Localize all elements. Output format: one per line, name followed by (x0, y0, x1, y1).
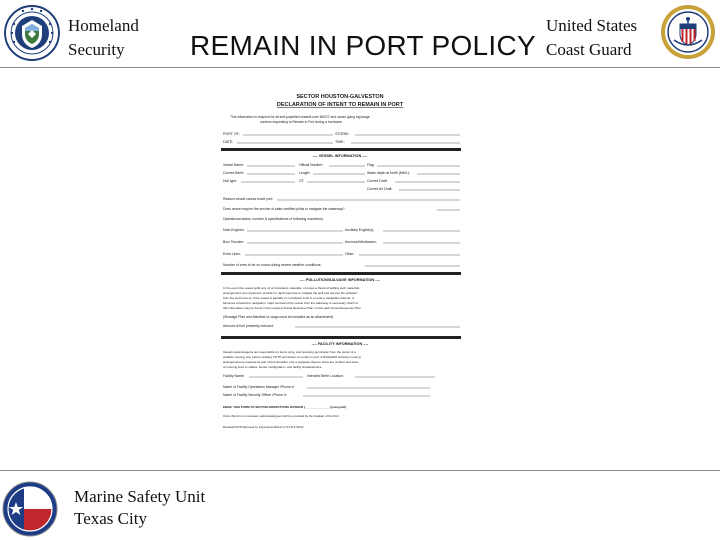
form-gt: GT: (299, 179, 305, 183)
header-service-line2: Coast Guard (546, 40, 632, 59)
form-storm-label: STORM: (335, 132, 349, 136)
header-divider (0, 67, 720, 68)
form-reason: Reason vessel cannot leave port: (223, 197, 274, 201)
form-section-vessel: ---- VESSEL INFORMATION ---- (312, 154, 368, 158)
form-anchors: Anchors/Windlasses: (345, 240, 377, 244)
form-extra-lines: Extra Lines: (223, 252, 241, 256)
form-hull-type: Hull type: (223, 179, 238, 183)
footer-divider (0, 470, 720, 471)
form-other: Other: (345, 252, 355, 256)
form-main-engines: Main Engines: (223, 228, 245, 232)
form-date-label: DATE: (223, 140, 234, 144)
form-security-officer: Name of Facility Security Officer /Phone #: (223, 393, 287, 397)
form-official-number: Official Number: (299, 163, 324, 167)
form-pollution-line4: becomes a hazard to navigation, rapid removal of the vessel from the waterway is necessary. Much of (223, 301, 359, 305)
footer-unit-line1: Marine Safety Unit (74, 487, 206, 506)
form-water-depth: Water depth at berth (MWL): (367, 171, 410, 175)
form-email-note: EMAIL THIS FORM TO SECTOR INSPECTIONS DIVISION (_______________@uscg.mil) (223, 405, 346, 409)
uscg-seal-icon (660, 2, 716, 62)
form-section-facility: ---- FACILITY INFORMATION ---- (311, 342, 369, 346)
header-agency-line2: Security (68, 40, 125, 59)
form-current-berth: Current Berth: (223, 171, 245, 175)
form-facility-line2: suitable mooring site, before seeking COTP permission to remain in port. A DIAGRAM showing mooring (223, 355, 361, 359)
form-pollution-line1: In the event the vessel spills any oil or hazardous materials, or poses a threat of spilling such materials, (223, 286, 360, 290)
form-facility-line1: Vessel masters/agents are responsible for storm tying, and receiving permission from the owner of a (223, 350, 356, 354)
form-operational: Operational status, number & specifications of following machinery: (223, 217, 324, 221)
form-pollution-line5: this information may be found in the required Vessel Response Plan or Non-tank Vessel Response Plan. (223, 306, 362, 310)
form-heading-sector: SECTOR HOUSTON-GALVESTON (296, 94, 384, 100)
form-facility-name: Facility Name: (223, 374, 245, 378)
declaration-form-image (215, 90, 465, 440)
form-approval-note: Once this form is reviewed, acknowledgment will be provided by the Captain of the Port. (223, 414, 340, 418)
page-title: REMAIN IN PORT POLICY (190, 30, 537, 61)
form-bow-thruster: Bow Thruster: (223, 240, 245, 244)
form-facility-line3: arrangements is required as part of this checklist. Use a separate sheet to show the number and sizes (223, 360, 359, 364)
footer-unit-line2: Texas City (74, 509, 147, 528)
form-ops-manager: Name of Facility Operations Manager /Phone #: (223, 385, 295, 389)
form-pollution-line2: arrangements are required to provide for rapid response to mitigate the spill and remove the pollutant (223, 291, 358, 295)
form-current-air-draft: Current Air Draft: (367, 187, 393, 191)
form-vessel-name: Vessel Name: (223, 163, 244, 167)
form-heading-title: DECLARATION OF INTENT TO REMAIN IN PORT (276, 102, 404, 108)
dhs-seal-icon (4, 4, 60, 62)
header-agency-line1: Homeland (68, 16, 139, 35)
form-port-label: PORT OF: (223, 132, 240, 136)
form-current-draft: Current Draft: (367, 179, 388, 183)
form-pollution-line3: from the environment. If the vessel is partially or completely sunk in or near a navigable channel, or (223, 296, 355, 300)
form-revision-note: Revised/COTP Approved by Inspections Division (713-671-5164) (223, 425, 304, 429)
form-pilots: Does vessel require the service of state-certified pilots to navigate the waterway? (223, 207, 345, 211)
form-intro-line2: combos requesting to Remain in Port during a hurricane. (260, 120, 343, 124)
form-section-pollution: ---- POLLUTION/SALVAGE INFORMATION ---- (299, 278, 381, 282)
header-service-line1: United States (546, 16, 638, 35)
form-flag: Flag: (367, 163, 375, 167)
form-length: Length: (299, 171, 311, 175)
form-fuel: Amount of fuel presently onboard: (223, 324, 274, 328)
form-facility-line4: of mooring lines or cables, fender configuration, and facility characteristics. (223, 365, 323, 369)
form-intro-line1: This information is required for all self-propelled vessels over 500GT and ocean going tug barge (230, 115, 370, 119)
form-time-label: TIME: (335, 140, 345, 144)
form-intended-berth: Intended Berth Location: (307, 374, 344, 378)
form-aux-engines: Auxiliary Engine(s): (345, 228, 375, 232)
form-crew: Number of crew to be on board during severe weather conditions: (223, 263, 322, 267)
form-stowage-note: (Stowage Plan and Manifest of cargo must be included as an attachment) (223, 315, 334, 319)
msu-texas-flag-logo (2, 480, 58, 538)
